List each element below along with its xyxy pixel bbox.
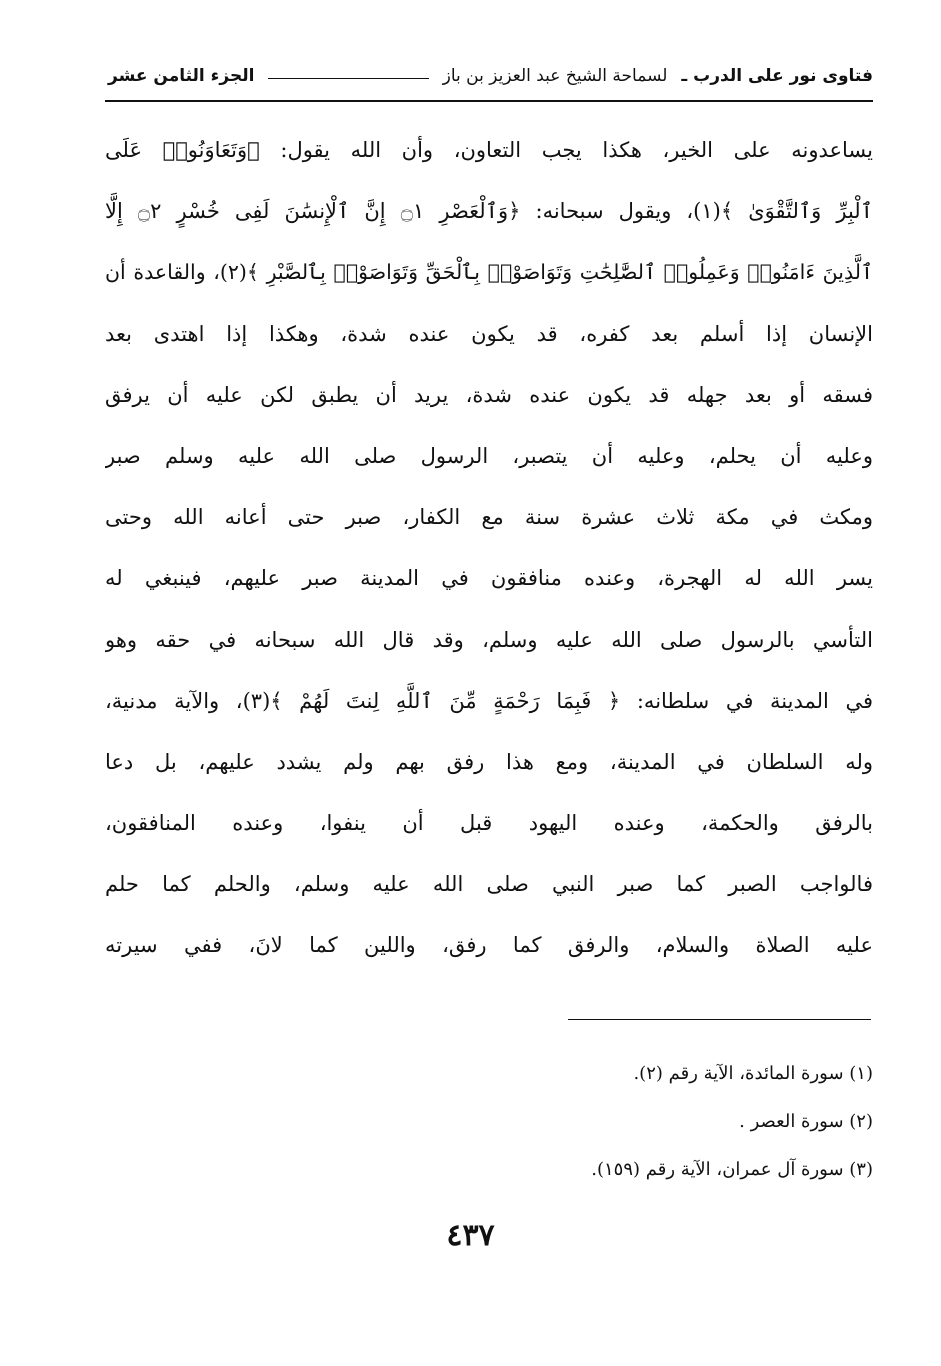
text-line: التأسي بالرسول صلى الله عليه وسلم، وقد قال الله سبحانه في حقه وهو [105, 627, 873, 652]
volume-title: الجزء الثامن عشر [108, 66, 255, 86]
footnote-item: (١) سورة المائدة، الآية رقم (٢). [633, 1063, 873, 1084]
text-line: ومكث في مكة ثلاث عشرة سنة مع الكفار، صبر حتى أعانه الله وحتى [105, 505, 873, 530]
text-line: الإنسان إذا أسلم بعد كفره، قد يكون عنده شدة، وهكذا إذا اهتدى بعد [105, 321, 873, 346]
text-line: عليه الصلاة والسلام، والرفق كما رفق، واللين كما لانَ، ففي سيرته [105, 933, 873, 958]
header-dash-rule [268, 78, 428, 79]
footnote-item: (٣) سورة آل عمران، الآية رقم (١٥٩). [591, 1159, 873, 1180]
page-number: ٤٣٧ [446, 1218, 495, 1253]
running-header [108, 58, 873, 94]
body-text [105, 120, 873, 980]
text-line: ٱلْبِرِّ وَٱلتَّقْوَىٰ ﴾(١)، ويقول سبحانه: ﴿وَٱلْعَصْرِ ۝١ إِنَّ ٱلْإِنسَٰنَ لَفِى خُسْرٍ ۝٢ إِلَّا [105, 199, 873, 224]
footnote-item: (٢) سورة العصر . [739, 1111, 873, 1132]
footnotes [373, 1050, 873, 1194]
footnote-divider [568, 1019, 871, 1020]
text-line: وعليه أن يحلم، وعليه أن يتصبر، الرسول صلى الله عليه وسلم صبر [105, 443, 873, 468]
author-name: لسماحة الشيخ عبد العزيز بن باز [442, 66, 668, 86]
text-line: ٱلَّذِينَ ءَامَنُوا۟ وَعَمِلُوا۟ ٱلصَّٰلِحَٰتِ وَتَوَاصَوْا۟ بِٱلْحَقِّ وَتَوَاصَوْا۟ بِٱلصَّبْرِ ﴾(٢)، والقاعدة أن [105, 260, 873, 285]
header-divider [105, 100, 873, 102]
text-line: يسر الله له الهجرة، وعنده منافقون في المدينة صبر عليهم، فينبغي له [105, 566, 873, 591]
text-line: فالواجب الصبر كما صبر النبي صلى الله عليه وسلم، والحلم كما حلم [105, 872, 873, 897]
series-title: فتاوى نور على الدرب ـ [681, 66, 873, 86]
text-line: بالرفق والحكمة، وعنده اليهود قبل أن ينفوا، وعنده المنافقون، [105, 811, 873, 836]
text-line: وله السلطان في المدينة، ومع هذا رفق بهم ولم يشدد عليهم، بل دعا [105, 749, 873, 774]
text-line: يساعدونه على الخير، هكذا يجب التعاون، وأن الله يقول: ﴿وَتَعَاوَنُوا۟ عَلَى [105, 138, 873, 162]
text-line: في المدينة في سلطانه: ﴿ فَبِمَا رَحْمَةٍ مِّنَ ٱللَّهِ لِنتَ لَهُمْ ﴾(٣)، والآية مدنية، [105, 688, 873, 713]
text-line: فسقه أو بعد جهله قد يكون عنده شدة، يريد أن يطبق لكن عليه أن يرفق [105, 382, 873, 407]
